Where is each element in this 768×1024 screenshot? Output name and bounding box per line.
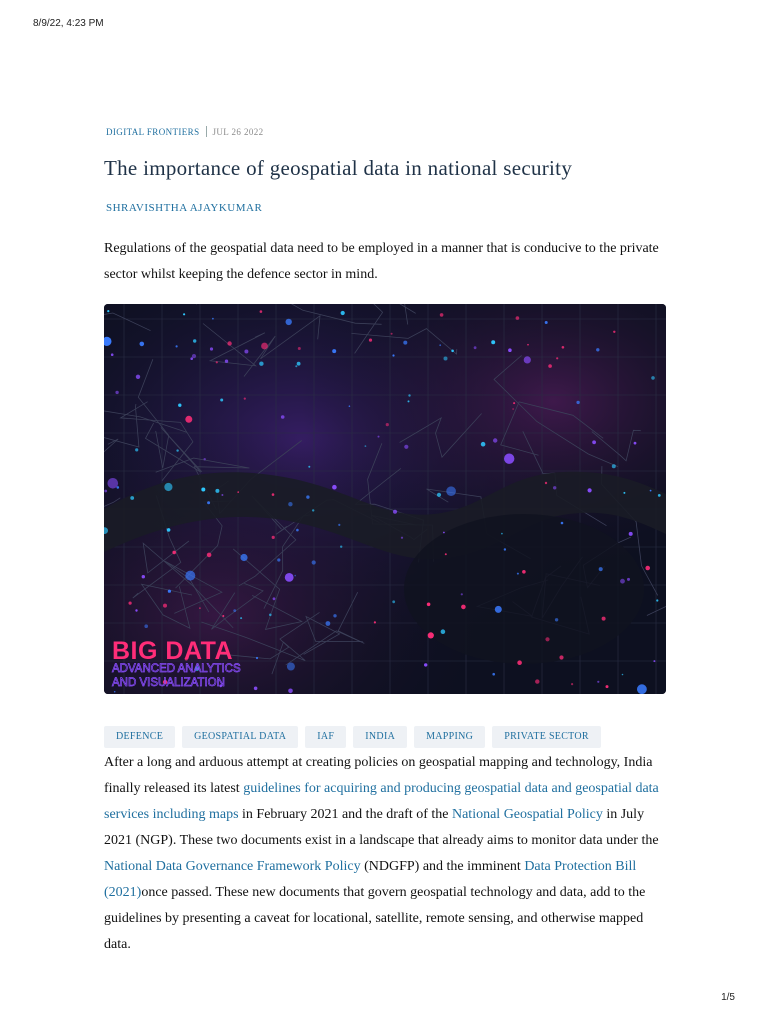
data-point — [517, 573, 519, 575]
data-point — [244, 398, 246, 400]
data-point — [444, 357, 448, 361]
data-point — [349, 405, 351, 407]
hero-brand-subtitle-1: ADVANCED ANALYTICS — [112, 663, 241, 675]
data-point — [634, 442, 637, 445]
data-point — [378, 436, 380, 438]
data-point — [443, 532, 445, 534]
data-point — [527, 344, 529, 346]
data-point — [237, 491, 239, 493]
data-point — [504, 548, 506, 550]
data-point — [240, 554, 247, 561]
data-point — [261, 343, 268, 350]
data-point — [259, 362, 263, 366]
data-point — [298, 347, 301, 350]
data-point — [653, 660, 655, 662]
data-point — [561, 522, 564, 525]
data-point — [183, 313, 185, 315]
data-point — [556, 357, 558, 359]
data-point — [612, 464, 616, 468]
map-dark-district — [404, 514, 644, 664]
data-point — [495, 606, 502, 613]
data-point — [365, 445, 367, 447]
data-point — [656, 599, 658, 601]
data-point — [576, 401, 579, 404]
data-point — [312, 509, 314, 511]
data-point — [215, 489, 219, 493]
data-point — [176, 449, 178, 451]
article-lead: Regulations of the geospatial data need to be employed in a manner that is conducive to the private sector whilst keeping the defence sector in mind. — [104, 241, 659, 282]
data-point — [168, 590, 171, 593]
data-point — [140, 342, 145, 347]
data-point — [501, 533, 503, 535]
data-point — [401, 537, 403, 539]
data-point — [427, 603, 431, 607]
data-point — [296, 529, 299, 532]
data-point — [135, 609, 137, 611]
article-body — [104, 750, 666, 958]
data-point — [441, 629, 446, 634]
data-point — [254, 687, 258, 691]
data-point — [199, 607, 201, 609]
meta-divider — [206, 126, 207, 137]
data-point — [555, 618, 558, 621]
data-point — [651, 376, 655, 380]
data-point — [220, 399, 223, 402]
data-point — [474, 346, 477, 349]
data-point — [620, 579, 625, 584]
data-point — [332, 349, 336, 353]
hero-brand-big-data: BIG DATA — [112, 637, 234, 665]
data-point — [308, 466, 310, 468]
data-point — [650, 490, 652, 492]
data-point — [297, 362, 301, 366]
data-point — [111, 353, 114, 356]
data-point — [176, 345, 178, 347]
data-point — [516, 316, 520, 320]
data-point — [599, 567, 603, 571]
data-point — [164, 483, 172, 491]
data-point — [513, 402, 515, 404]
data-point — [545, 482, 547, 484]
data-point — [273, 597, 276, 600]
article-title: The importance of geospatial data in national security — [104, 156, 573, 180]
data-point — [192, 354, 196, 358]
tag-mapping[interactable]: MAPPING — [414, 726, 485, 748]
body-text-2: in February 2021 and the draft of the — [238, 807, 452, 822]
data-point — [240, 617, 242, 619]
data-point — [167, 528, 171, 532]
data-point — [222, 615, 224, 617]
hero-brand-subtitle-2: AND VISUALIZATION — [112, 677, 225, 689]
data-point — [393, 510, 397, 514]
data-point — [559, 655, 563, 659]
link-data-protection-bill[interactable]: Data Protection Bill (2021) — [104, 859, 637, 900]
data-point — [333, 614, 336, 617]
page-counter: 1/5 — [721, 992, 735, 1003]
data-point — [288, 689, 293, 694]
category-link[interactable]: DIGITAL FRONTIERS — [106, 127, 200, 137]
data-point — [216, 361, 218, 363]
data-point — [562, 346, 565, 349]
data-point — [287, 663, 295, 671]
hero-image — [104, 304, 666, 694]
data-point — [326, 621, 331, 626]
data-point — [294, 575, 296, 577]
data-point — [369, 339, 372, 342]
data-point — [445, 553, 447, 555]
data-point — [212, 318, 214, 320]
data-point — [481, 442, 486, 447]
data-point — [185, 416, 192, 423]
data-point — [392, 354, 394, 356]
data-point — [338, 524, 340, 526]
data-point — [185, 571, 195, 581]
data-point — [281, 415, 285, 419]
link-guidelines[interactable]: guidelines for acquiring and producing geospatial data and geospatial data services including maps — [104, 781, 659, 822]
data-point — [386, 423, 389, 426]
data-point — [129, 602, 132, 605]
body-text-5: once passed. These new documents that govern geospatial technology and data, add to the guidelines by presenting a caveat for locational, satellite, remote sensing, and otherwise mapped data. — [104, 885, 646, 952]
data-point — [115, 391, 118, 394]
data-point — [172, 551, 176, 555]
data-point — [545, 321, 548, 324]
data-point — [392, 600, 395, 603]
data-point — [504, 454, 514, 464]
data-point — [391, 333, 393, 335]
data-point — [285, 573, 294, 582]
data-point — [104, 490, 107, 493]
data-point — [306, 495, 309, 498]
data-point — [272, 493, 275, 496]
data-point — [178, 404, 181, 407]
data-point — [135, 448, 138, 451]
data-point — [210, 347, 213, 350]
data-point — [144, 624, 148, 628]
data-point — [440, 313, 444, 317]
data-point — [190, 357, 193, 360]
data-point — [491, 340, 495, 344]
data-point — [193, 339, 196, 342]
body-text-3: in July 2021 (NGP). These two documents exist in a landscape that already aims to monitor data under the — [104, 807, 659, 848]
author-link[interactable]: SHRAVISHTHA AJAYKUMAR — [106, 202, 263, 214]
data-point — [256, 657, 258, 659]
data-point — [613, 331, 615, 333]
tag-india[interactable]: INDIA — [353, 726, 407, 748]
data-point — [492, 673, 495, 676]
data-point — [517, 660, 522, 665]
data-point — [461, 605, 466, 610]
data-point — [439, 344, 441, 346]
data-point — [524, 356, 531, 363]
data-point — [535, 679, 539, 683]
data-point — [163, 604, 167, 608]
data-point — [548, 364, 552, 368]
article-meta — [106, 126, 264, 137]
publish-date: JUL 26 2022 — [212, 127, 264, 137]
data-point — [207, 553, 212, 558]
data-point — [114, 691, 116, 693]
data-point — [233, 609, 236, 612]
data-point — [136, 375, 140, 379]
tag-private-sector[interactable]: PRIVATE SECTOR — [492, 726, 601, 748]
data-point — [424, 663, 427, 666]
tag-defence[interactable]: DEFENCE — [104, 726, 175, 748]
data-point — [596, 348, 599, 351]
body-text-4: (NDGFP) and the imminent — [360, 859, 525, 874]
data-point — [606, 685, 609, 688]
data-point — [130, 496, 134, 500]
data-point — [627, 578, 630, 581]
data-point — [602, 617, 606, 621]
data-point — [312, 560, 316, 564]
data-point — [658, 494, 661, 497]
data-point — [272, 536, 275, 539]
body-text-1: After a long and arduous attempt at creating policies on geospatial mapping and technology, India finally released its latest — [104, 755, 653, 796]
data-point — [403, 341, 407, 345]
data-point — [288, 502, 292, 506]
data-point — [221, 494, 223, 496]
data-point — [269, 614, 272, 617]
data-point — [493, 438, 497, 442]
data-point — [207, 501, 210, 504]
data-point — [461, 593, 463, 595]
data-point — [437, 493, 441, 497]
print-timestamp: 8/9/22, 4:23 PM — [33, 18, 104, 29]
data-point — [201, 488, 205, 492]
data-point — [553, 486, 556, 489]
data-point — [408, 394, 410, 396]
data-point — [277, 558, 280, 561]
data-point — [629, 532, 633, 536]
data-point — [341, 311, 345, 315]
data-point — [623, 492, 625, 494]
data-point — [404, 445, 408, 449]
data-point — [592, 440, 596, 444]
data-point — [522, 570, 526, 574]
data-point — [244, 350, 248, 354]
link-national-geospatial-policy[interactable]: National Geospatial Policy — [451, 807, 603, 822]
data-point — [295, 365, 297, 367]
data-point — [340, 546, 342, 548]
data-point — [637, 684, 647, 694]
tag-iaf[interactable]: IAF — [305, 726, 346, 748]
data-point — [446, 486, 456, 496]
data-point — [428, 632, 434, 638]
data-point — [260, 310, 263, 313]
data-point — [597, 681, 599, 683]
data-point — [622, 674, 624, 676]
data-point — [645, 566, 650, 571]
tag-geospatial-data[interactable]: GEOSPATIAL DATA — [182, 726, 298, 748]
data-point — [588, 488, 592, 492]
data-point — [451, 350, 454, 353]
link-ndgf-policy[interactable]: National Data Governance Framework Policy — [104, 859, 361, 874]
tag-list — [104, 726, 608, 748]
data-point — [142, 575, 145, 578]
data-point — [286, 319, 292, 325]
data-point — [571, 683, 573, 685]
data-point — [108, 478, 119, 489]
data-point — [225, 360, 228, 363]
data-point — [508, 348, 512, 352]
data-point — [332, 485, 337, 490]
data-point — [408, 400, 410, 402]
data-point — [227, 341, 231, 345]
data-point — [204, 458, 206, 460]
data-point — [374, 621, 376, 623]
data-point — [512, 408, 514, 410]
data-point — [107, 310, 109, 312]
data-point — [545, 637, 549, 641]
